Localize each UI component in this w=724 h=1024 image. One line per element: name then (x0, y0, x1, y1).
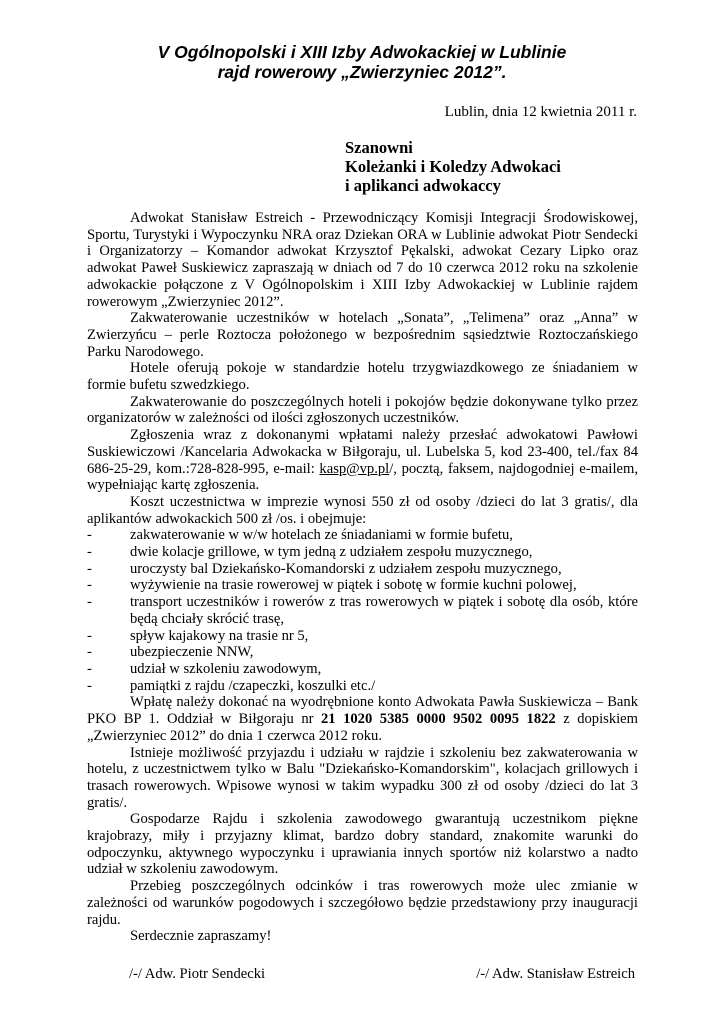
paragraph-without-accommodation: Istnieje możliwość przyjazdu i udziału w rajdzie i szkoleniu bez zakwaterowania w hotelu, z uczestnictwem tylko w Balu "Dziekańsko-Komandorskim", kolacjach grillowych i trasach rowerowych. Wpisowe wynosi w takim wypadku 300 zł od osoby /dzieci do lat 3 gratis/. (87, 744, 638, 811)
salutation-line-1: Szanowni (345, 138, 413, 157)
bullet-dash: - (87, 577, 92, 594)
bank-account-number: 21 1020 5385 0000 9502 0095 1822 (320, 711, 556, 728)
paragraph-registration (87, 427, 638, 494)
salutation-line-2: Koleżanki i Koledzy Adwokaci (345, 157, 561, 176)
payment-text: Wpłatę należy dokonać na wyodrębnione konto Adwokata Pawła Suskiewicza – Bank PKO BP 1. Oddział w Biłgoraju nr (87, 694, 638, 728)
bullet-dash: - (87, 677, 92, 694)
list-item-text: pamiątki z rajdu /czapeczki, koszulki etc./ (130, 677, 376, 694)
paragraph-cost: Koszt uczestnictwa w imprezie wynosi 550 zł od osoby /dzieci do lat 3 gratis/, dla aplikantów adwokackich 500 zł /os. i obejmuje: (87, 493, 638, 527)
paragraph-payment (87, 694, 638, 744)
list-item (87, 594, 638, 627)
document-date: Lublin, dnia 12 kwietnia 2011 r. (444, 104, 637, 120)
list-item (87, 527, 638, 544)
list-item (87, 544, 638, 561)
signature-right: /-/ Adw. Stanisław Estreich (476, 966, 635, 982)
bullet-dash: - (87, 594, 92, 611)
salutation-line-3: i aplikanci adwokaccy (345, 176, 501, 195)
list-item (87, 561, 638, 578)
list-item-text: zakwaterowanie w w/w hotelach ze śniadaniami w formie bufetu, (130, 527, 513, 544)
paragraph-closing: Serdecznie zapraszamy! (130, 928, 272, 945)
list-item-text: udział w szkoleniu zawodowym, (130, 660, 322, 677)
list-item (87, 644, 638, 661)
list-item (87, 661, 638, 678)
paragraph-invitation: Adwokat Stanisław Estreich - Przewodniczący Komisji Integracji Środowiskowej, Sportu, Turystyki i Wypoczynku NRA oraz Dziekan ORA w Lublinie adwokat Piotr Sendecki i Organizatorzy – Komandor adwokat Krzysztof Pękalski, adwokat Cezary Lipko oraz adwokat Paweł Suskiewicz zapraszają w dniach od 7 do 10 czerwca 2012 roku na szkolenie adwokackie połączone z V Ogólnopolskim i XIII Izby Adwokackiej w Lublinie rajdem rowerowym „Zwierzyniec 2012”. (87, 210, 638, 310)
email-link[interactable]: kasp@vp.pl (319, 460, 390, 477)
document-title-line-2: rajd rowerowy „Zwierzyniec 2012”. (217, 62, 507, 82)
bullet-dash: - (87, 660, 92, 677)
list-item-text: transport uczestników i rowerów z tras rowerowych w piątek i sobotę dla osób, które będą chciały skrócić trasę, (130, 594, 638, 627)
list-item-text: ubezpieczenie NNW, (130, 644, 254, 661)
registration-text: Zgłoszenia wraz z dokonanymi wpłatami należy przesłać adwokatowi Pawłowi Suskiewiczowi /Kancelaria Adwokacka w Biłgoraju, ul. Lubelska 5, kod 23-400, tel./fax 84 686-25-29, kom.:728-828-995, e-mail: (87, 427, 638, 477)
bullet-dash: - (87, 644, 92, 661)
list-item (87, 628, 638, 645)
bullet-dash: - (87, 560, 92, 577)
list-item-text: spływ kajakowy na trasie nr 5, (130, 627, 309, 644)
salutation (345, 138, 561, 195)
document-title-line-1: V Ogólnopolski i XIII Izby Adwokackiej w Lublinie (157, 42, 567, 62)
list-item-text: dwie kolacje grillowe, w tym jedną z udziałem zespołu muzycznego, (130, 544, 533, 561)
bullet-dash: - (87, 527, 92, 544)
bullet-dash: - (87, 544, 92, 561)
signature-left: /-/ Adw. Piotr Sendecki (129, 966, 266, 982)
bullet-dash: - (87, 627, 92, 644)
included-items-list (87, 527, 638, 694)
paragraph-accommodation: Zakwaterowanie uczestników w hotelach „Sonata”, „Telimena” oraz „Anna” w Zwierzyńcu – perle Roztocza położonego w bezpośrednim sąsiedztwie Roztoczańskiego Parku Narodowego. (87, 310, 638, 360)
list-item-text: uroczysty bal Dziekańsko-Komandorski z udziałem zespołu muzycznego, (130, 560, 562, 577)
paragraph-route-changes: Przebieg poszczególnych odcinków i tras rowerowych może ulec zmianie w zależności od warunków pogodowych i szczegółowo będzie przedstawiony przy inauguracji rajdu. (87, 878, 638, 928)
list-item (87, 577, 638, 594)
letter-body (87, 210, 638, 945)
paragraph-allocation: Zakwaterowanie do poszczególnych hoteli i pokojów będzie dokonywane tylko przez organizatorów w zależności od ilości zgłoszonych uczestników. (87, 393, 638, 427)
list-item-text: wyżywienie na trasie rowerowej w piątek i sobotę w formie kuchni polowej, (130, 577, 577, 594)
paragraph-hosts: Gospodarze Rajdu i szkolenia zawodowego gwarantują uczestnikom piękne krajobrazy, miły i przyjazny klimat, bardzo dobry standard, znakomite warunki do odpoczynku, aktywnego wypoczynku i uprawiania innych sportów niż kolarstwo a nadto udział w szkoleniu zawodowym. (87, 811, 638, 878)
registration-text-end: /, pocztą, faksem, najdogodniej e-mailem, wypełniając kartę zgłoszenia. (87, 460, 638, 494)
paragraph-hotels: Hotele oferują pokoje w standardzie hotelu trzygwiazdkowego ze śniadaniem w formie bufetu szwedzkiego. (87, 360, 638, 394)
list-item (87, 678, 638, 695)
payment-text-end: z dopiskiem „Zwierzyniec 2012” do dnia 1 czerwca 2012 roku. (87, 711, 639, 744)
